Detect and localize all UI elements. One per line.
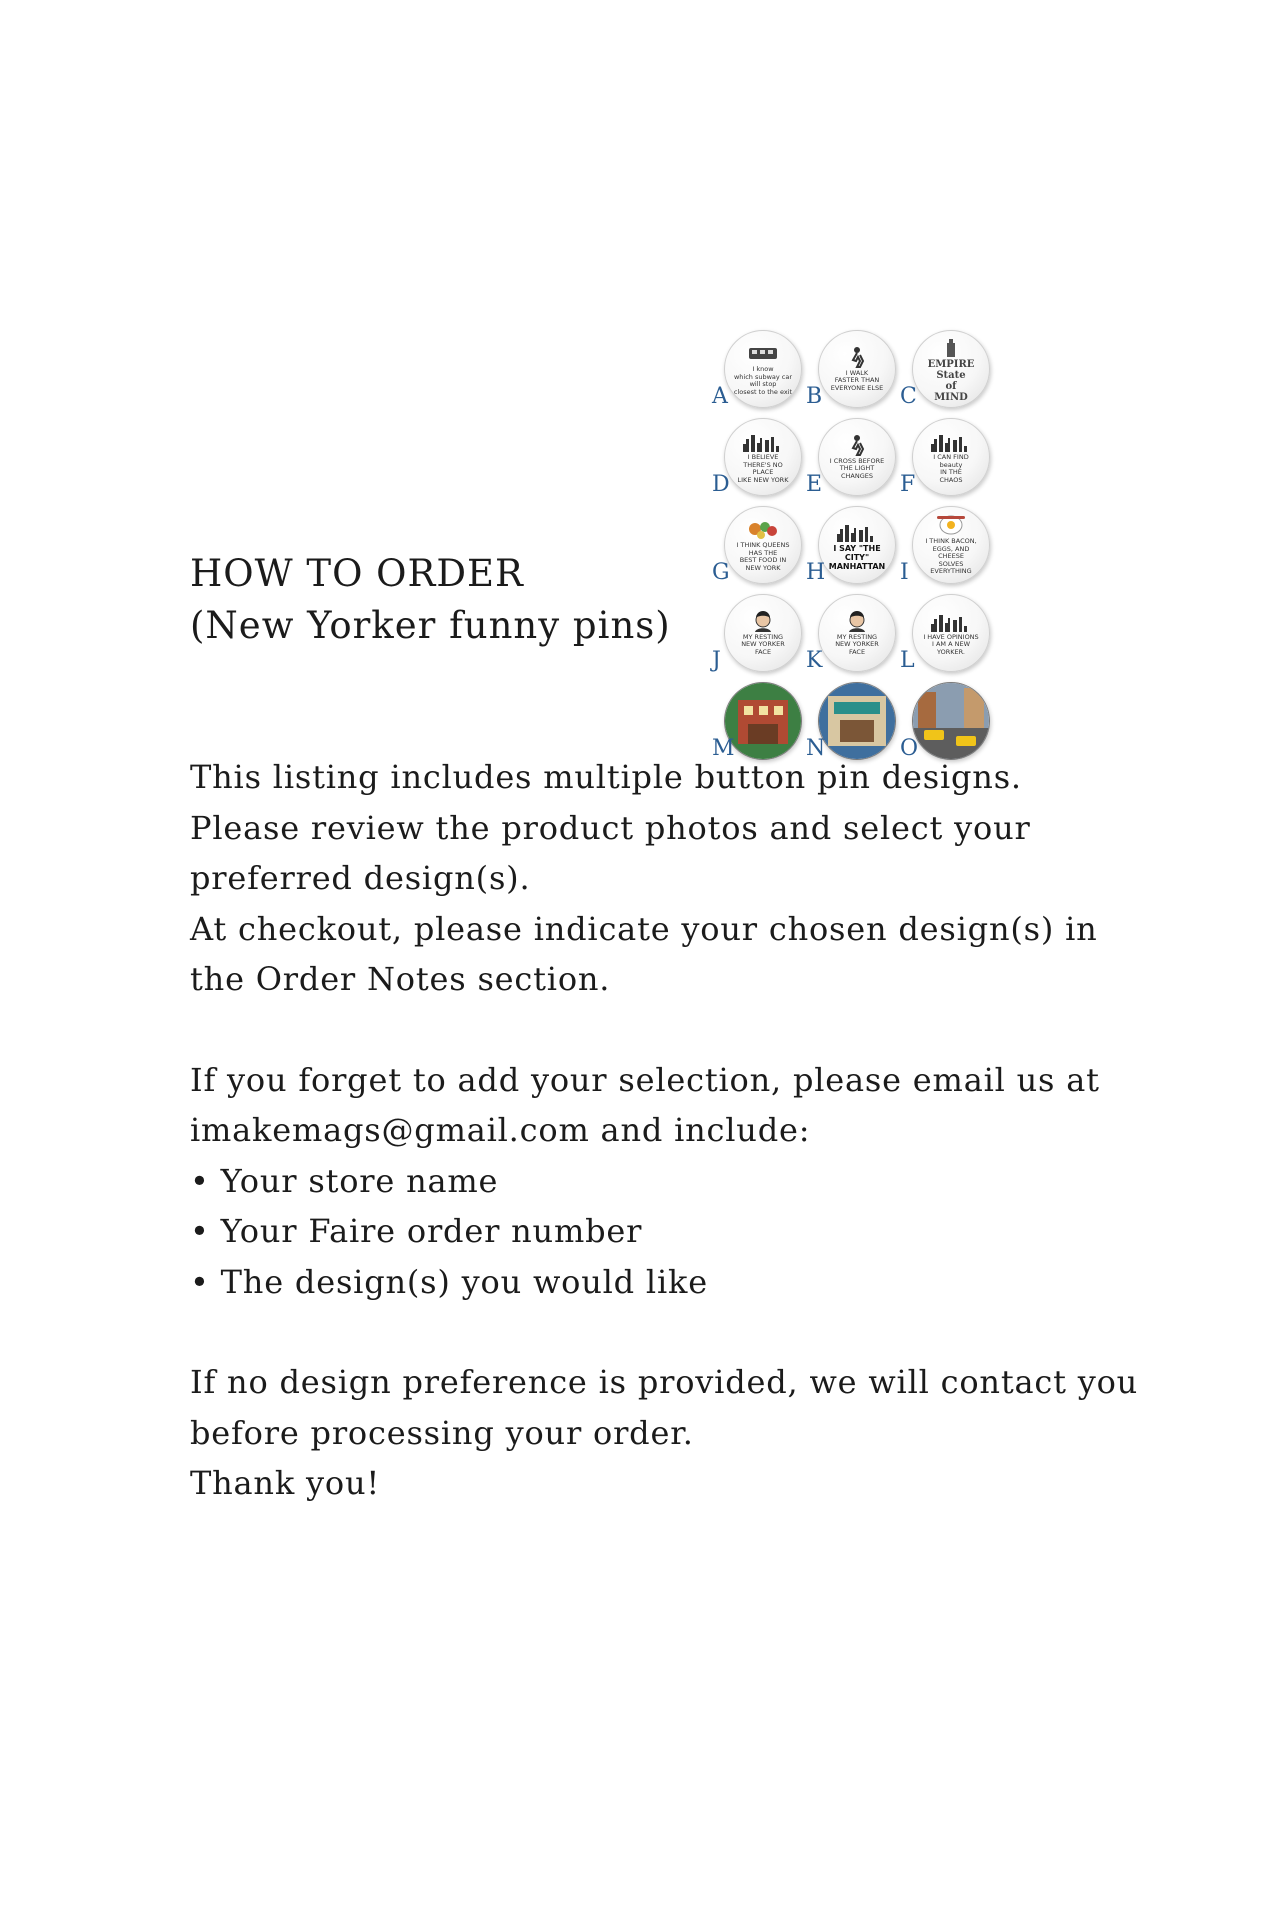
email-paragraph: If you forget to add your selection, please email us at imakemags@gmail.com and include: [190, 1060, 1100, 1149]
pin-text: I know which subway car will stop closest to the exit [733, 365, 793, 396]
pin-letter-label: G [712, 560, 730, 585]
pin-text: I THINK QUEENS HAS THE BEST FOOD IN NEW YORK [736, 541, 790, 572]
button-pin [818, 330, 896, 408]
list-item: • Your store name [190, 1156, 1140, 1207]
skyline-icon [931, 430, 971, 452]
list-item: • The design(s) you would like [190, 1257, 1140, 1308]
street-blue-icon [818, 682, 896, 760]
walker-icon [837, 346, 877, 368]
skyline-icon [743, 430, 783, 452]
button-pin [912, 330, 990, 408]
walker-icon [837, 434, 877, 456]
empire-icon [931, 335, 971, 357]
pin-design-a [712, 330, 806, 418]
pin-letter-label: I [900, 560, 909, 585]
page-title [190, 548, 671, 652]
pin-design-k [806, 594, 900, 682]
button-pin [912, 594, 990, 672]
button-pin [818, 418, 896, 496]
subway-icon [743, 342, 783, 364]
pin-design-i [900, 506, 994, 594]
spacer [190, 1307, 1140, 1357]
pin-letter-label: J [712, 648, 721, 673]
pin-text: EMPIRE State of MIND [927, 359, 975, 403]
pin-letter-label: O [900, 736, 919, 761]
pin-letter-label: K [806, 648, 823, 673]
food-icon [743, 518, 783, 540]
pin-design-b [806, 330, 900, 418]
pin-text: I HAVE OPINIONS I AM A NEW YORKER. [923, 632, 979, 656]
button-pin [724, 594, 802, 672]
skyline-icon [931, 610, 971, 632]
button-pin [724, 418, 802, 496]
pin-text: I THINK BACON, EGGS, AND CHEESE SOLVES EVERYTHING [925, 537, 977, 576]
pin-text: MY RESTING NEW YORKER FACE [741, 632, 785, 656]
include-list [190, 1156, 1140, 1308]
pin-letter-label: L [900, 648, 915, 673]
pin-text: I SAY "THE CITY" MANHATTAN [828, 543, 886, 571]
egg-icon [931, 514, 971, 536]
pin-text: I CAN FIND beauty IN THE CHAOS [933, 453, 969, 484]
button-pin [818, 594, 896, 672]
pin-letter-label: F [900, 472, 916, 497]
pin-letter-label: C [900, 384, 917, 409]
face-icon [743, 610, 783, 632]
order-instructions [190, 752, 1140, 1509]
pin-letter-label: E [806, 472, 823, 497]
pin-letter-label: D [712, 472, 730, 497]
title-line-2: (New Yorker funny pins) [190, 604, 671, 647]
face-icon [837, 610, 877, 632]
street-green-icon [724, 682, 802, 760]
button-pin [724, 506, 802, 584]
intro-paragraph: This listing includes multiple button pin designs. Please review the product photos and select your preferred design(s). [190, 758, 1031, 897]
pin-letter-label: B [806, 384, 823, 409]
title-line-1: HOW TO ORDER [190, 552, 524, 595]
street-yellow-icon [912, 682, 990, 760]
button-pin [912, 418, 990, 496]
pin-design-j [712, 594, 806, 682]
pin-letter-label: H [806, 560, 826, 585]
spacer [190, 1005, 1140, 1055]
pin-design-f [900, 418, 994, 506]
button-pin [912, 682, 990, 760]
button-pin [818, 682, 896, 760]
pin-design-g [712, 506, 806, 594]
button-pin [724, 330, 802, 408]
pin-letter-label: A [712, 384, 728, 409]
pin-design-e [806, 418, 900, 506]
button-pin [818, 506, 896, 584]
pin-text: I BELIEVE THERE'S NO PLACE LIKE NEW YORK [737, 453, 789, 484]
thank-you: Thank you! [190, 1464, 381, 1502]
no-preference-paragraph: If no design preference is provided, we will contact you before processing your order. [190, 1363, 1139, 1452]
pin-design-l [900, 594, 994, 682]
pin-design-h [806, 506, 900, 594]
button-pin [912, 506, 990, 584]
skyline-icon [837, 520, 877, 542]
button-pin [724, 682, 802, 760]
list-item: • Your Faire order number [190, 1206, 1140, 1257]
pin-text: I WALK FASTER THAN EVERYONE ELSE [830, 368, 884, 392]
pin-text: MY RESTING NEW YORKER FACE [835, 632, 879, 656]
pin-design-grid [712, 330, 994, 770]
pin-design-d [712, 418, 806, 506]
pin-design-c [900, 330, 994, 418]
pin-text: I CROSS BEFORE THE LIGHT CHANGES [829, 456, 885, 480]
pin-letter-label: N [806, 736, 826, 761]
pin-letter-label: M [712, 736, 735, 761]
checkout-paragraph: At checkout, please indicate your chosen design(s) in the Order Notes section. [190, 909, 1098, 998]
